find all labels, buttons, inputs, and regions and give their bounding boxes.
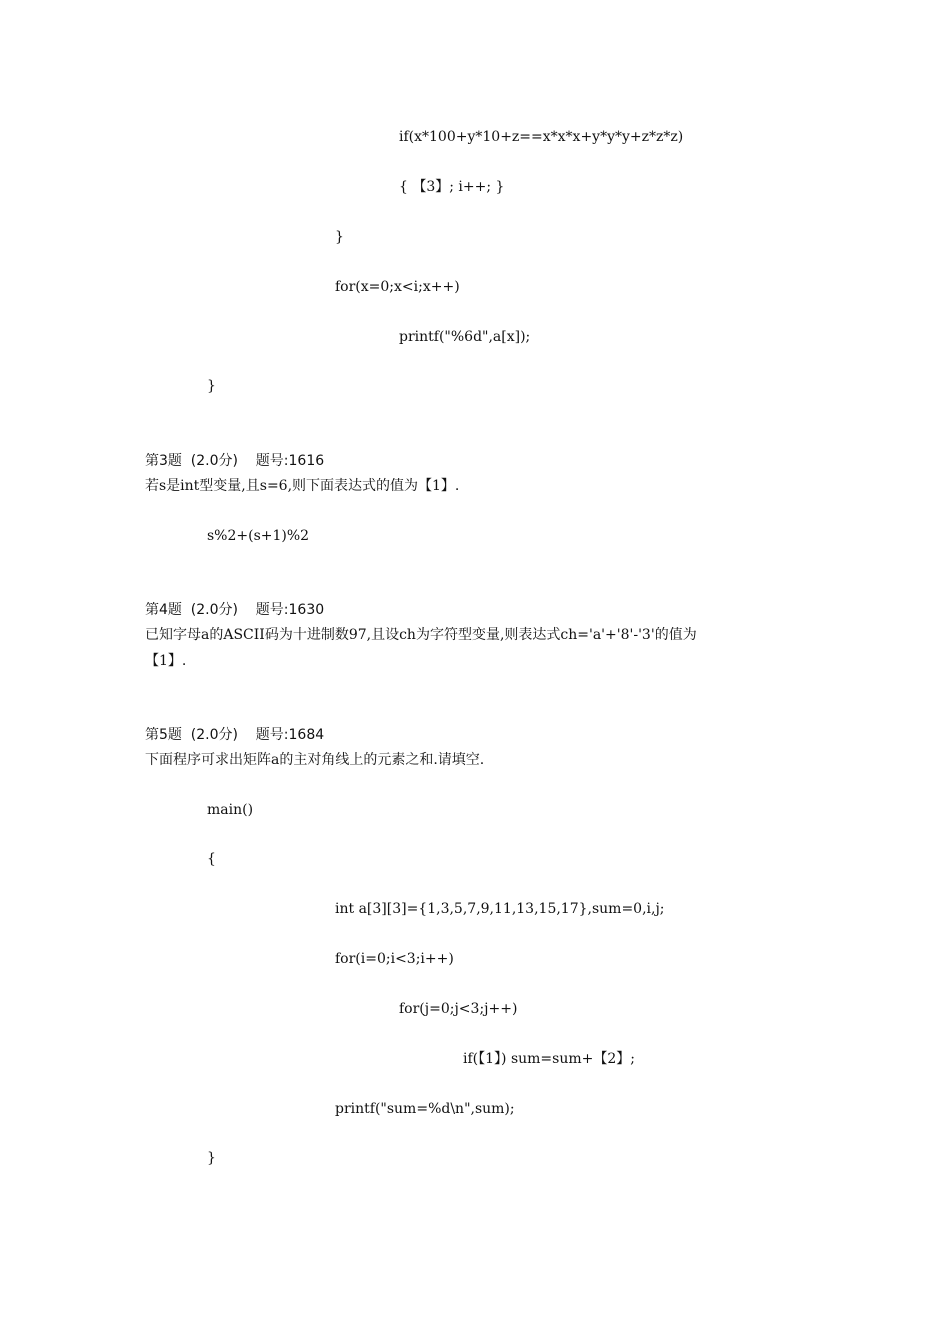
code-line: for(x=0;x<i;x++) <box>335 279 460 295</box>
code-line: if(x*100+y*10+z==x*x*x+y*y*y+z*z*z) <box>399 129 684 145</box>
code-line: } <box>335 229 344 245</box>
question-3-header: 第3题 (2.0分) 题号:1616 <box>145 453 325 469</box>
code-line: } <box>207 378 216 394</box>
code-line: } <box>207 1150 216 1166</box>
question-5-text: 下面程序可求出矩阵a的主对角线上的元素之和.请填空. <box>145 752 485 768</box>
question-3-text: 若s是int型变量,且s=6,则下面表达式的值为【1】. <box>145 478 460 494</box>
code-line: if(【1】) sum=sum+【2】; <box>463 1051 635 1067</box>
code-line: for(i=0;i<3;i++) <box>335 951 454 967</box>
code-line: { 【3】; i++; } <box>399 179 505 195</box>
code-line: printf("%6d",a[x]); <box>399 329 531 345</box>
code-line: printf("sum=%d\n",sum); <box>335 1101 515 1117</box>
code-line: { <box>207 851 216 867</box>
question-4-header: 第4题 (2.0分) 题号:1630 <box>145 602 325 618</box>
question-4-text: 已知字母a的ASCII码为十进制数97,且设ch为字符型变量,则表达式ch='a'+'8'-'3'的值为 <box>145 627 697 643</box>
question-3-code: s%2+(s+1)%2 <box>207 528 310 544</box>
question-4-text-cont: 【1】. <box>145 653 187 669</box>
question-5-header: 第5题 (2.0分) 题号:1684 <box>145 727 325 743</box>
code-line: main() <box>207 802 254 818</box>
code-line: for(j=0;j<3;j++) <box>399 1001 518 1017</box>
code-line: int a[3][3]={1,3,5,7,9,11,13,15,17},sum=0,i,j; <box>335 901 665 917</box>
